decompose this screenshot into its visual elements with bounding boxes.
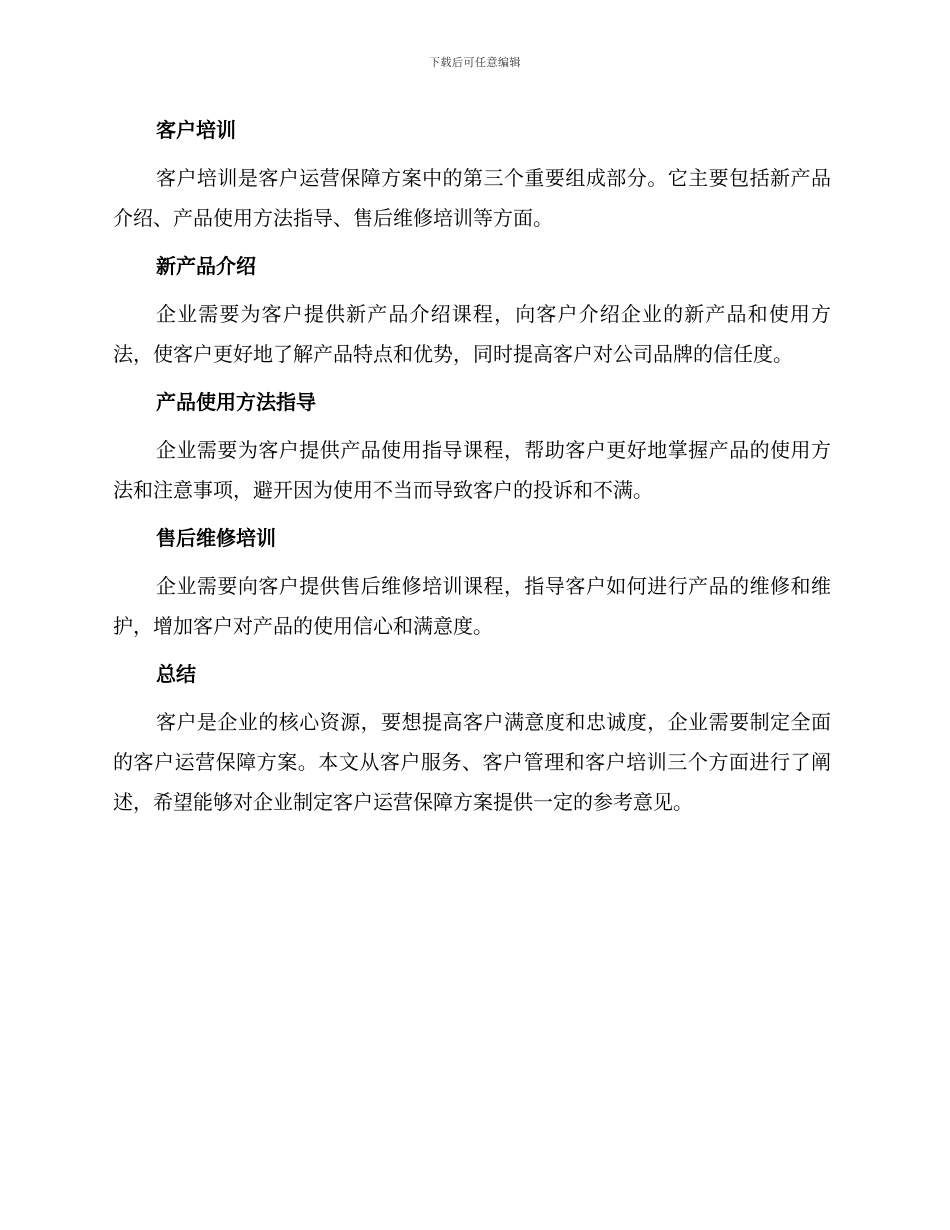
paragraph-summary: 客户是企业的核心资源，要想提高客户满意度和忠诚度，企业需要制定全面的客户运营保障方案。本文从客户服务、客户管理和客户培训三个方面进行了阐述，希望能够对企业制定客户运营保障方案提供一定的参考意见。 bbox=[113, 710, 831, 814]
section-heading-summary: 总结 bbox=[156, 662, 196, 686]
paragraph-usage-guidance: 企业需要为客户提供产品使用指导课程，帮助客户更好地掌握产品的使用方法和注意事项，避开因为使用不当而导致客户的投诉和不满。 bbox=[113, 438, 831, 502]
paragraph-new-product-intro: 企业需要为客户提供新产品介绍课程，向客户介绍企业的新产品和使用方法，使客户更好地了解产品特点和优势，同时提高客户对公司品牌的信任度。 bbox=[113, 302, 831, 366]
section-heading-after-sales-training: 售后维修培训 bbox=[156, 526, 276, 550]
paragraph-after-sales-training: 企业需要向客户提供售后维修培训课程，指导客户如何进行产品的维修和维护，增加客户对产品的使用信心和满意度。 bbox=[113, 574, 831, 638]
page-header-note: 下载后可任意编辑 bbox=[429, 56, 521, 69]
section-heading-usage-guidance: 产品使用方法指导 bbox=[156, 390, 316, 414]
section-heading-customer-training: 客户培训 bbox=[156, 118, 236, 142]
document-body bbox=[113, 110, 831, 830]
paragraph-customer-training: 客户培训是客户运营保障方案中的第三个重要组成部分。它主要包括新产品介绍、产品使用方法指导、售后维修培训等方面。 bbox=[113, 166, 831, 230]
section-heading-new-product-intro: 新产品介绍 bbox=[156, 254, 256, 278]
